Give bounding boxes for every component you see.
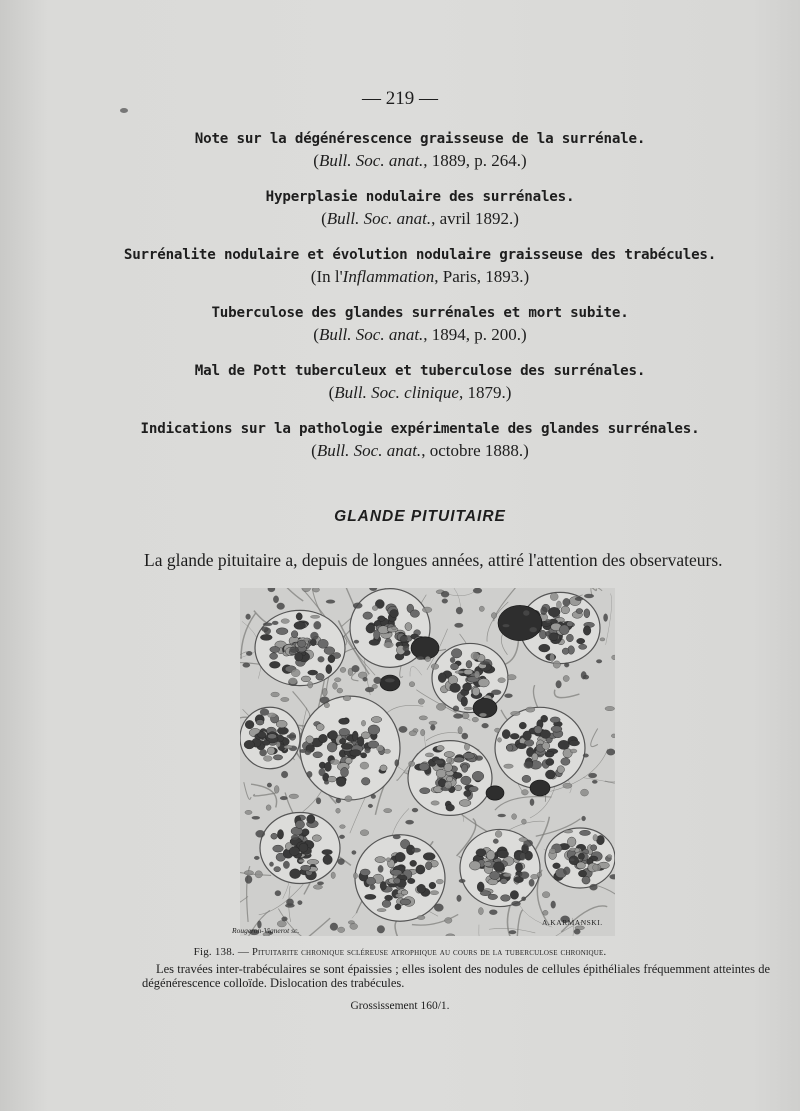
figure-caption-body: Les travées inter-trabéculaires se sont épaissies ; elles isolent des nodules de cellules épithéliales fréquemment atteintes de dégénérescence colloïde. Dislocation des trabécules. [142,962,770,990]
histology-illustration [240,588,615,936]
intro-paragraph: La glande pituitaire a, depuis de longues années, attiré l'attention des observateurs. [144,550,723,570]
figure-caption-title: Fig. 138. — Pituitarite chronique scléreuse atrophique au cours de la tuberculose chronique. [193,946,607,958]
reference-title: Note sur la dégénérescence graisseuse de la surrénale. [194,131,646,147]
reference-citation: (Bull. Soc. anat., 1894, p. 200.) [313,325,527,344]
page-number: — 219 — [362,88,438,109]
figure-title: Pituitarite chronique scléreuse atrophique au cours de la tuberculose chronique. [251,947,607,958]
reference-item [100,186,740,230]
histology-figure [232,588,615,936]
reference-citation: (Bull. Soc. clinique, 1879.) [328,383,512,402]
reference-item [100,360,740,404]
reference-citation: (Bull. Soc. anat., avril 1892.) [321,209,519,228]
reference-item [100,302,740,346]
reference-title: Hyperplasie nodulaire des surrénales. [265,189,575,205]
figure-label: Fig. 138. [193,946,235,958]
reference-title: Tuberculose des glandes surrénales et mort subite. [211,305,629,321]
artist-signature: A.KARMANSKI. [542,918,603,927]
section-title: GLANDE PITUITAIRE [334,508,506,525]
reference-citation: (Bull. Soc. anat., octobre 1888.) [311,441,529,460]
reference-title: Indications sur la pathologie expérimentale des glandes surrénales. [140,421,700,437]
reference-title: Surrénalite nodulaire et évolution nodulaire graisseuse des trabécules. [123,247,717,263]
reference-item [100,244,740,288]
figure-magnification: Grossissement 160/1. [350,1000,450,1012]
reference-citation: (In l'Inflammation, Paris, 1893.) [310,267,530,286]
reference-citation: (Bull. Soc. anat., 1889, p. 264.) [313,151,527,170]
engraver-signature: Rougeron-Vignerot sc. [232,926,300,935]
reference-title: Mal de Pott tuberculeux et tuberculose des surrénales. [194,363,646,379]
reference-item [100,128,740,172]
reference-list [100,128,740,476]
reference-item [100,418,740,462]
